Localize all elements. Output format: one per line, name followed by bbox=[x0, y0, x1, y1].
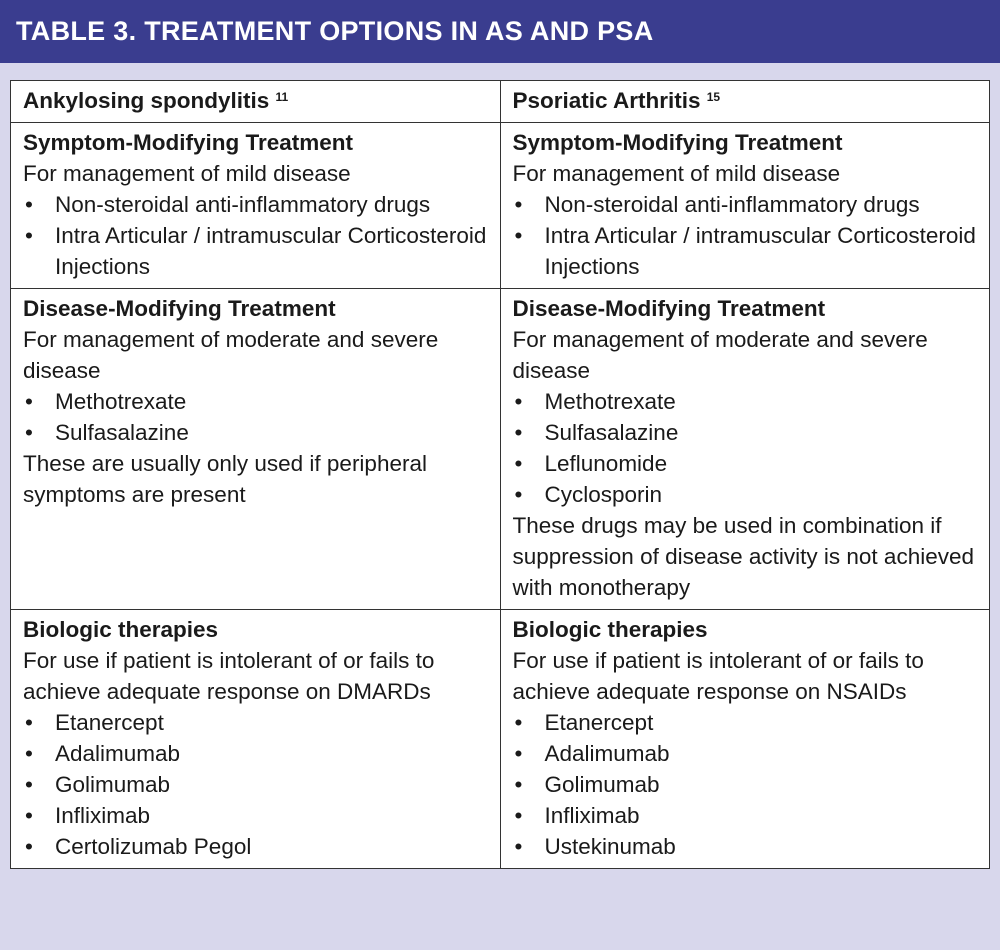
cell-intro: For management of moderate and severe disease bbox=[512, 327, 928, 383]
cell-heading: Symptom-Modifying Treatment bbox=[23, 130, 354, 155]
cell-heading: Disease-Modifying Treatment bbox=[512, 296, 826, 321]
cell-heading: Biologic therapies bbox=[23, 617, 219, 642]
list-item: • Non-steroidal anti-inflammatory drugs bbox=[23, 189, 488, 220]
drug-list bbox=[513, 386, 978, 510]
list-item: • Golimumab bbox=[23, 769, 488, 800]
cell-heading: Biologic therapies bbox=[512, 617, 708, 642]
cell-intro: For use if patient is intolerant of or fails to achieve adequate response on NSAIDs bbox=[512, 648, 924, 704]
cell-note: These are usually only used if peripheral symptoms are present bbox=[23, 451, 427, 507]
list-item: • Etanercept bbox=[513, 707, 978, 738]
list-item: • Infliximab bbox=[513, 800, 978, 831]
reference-number: 15 bbox=[706, 90, 721, 104]
cell-intro: For management of mild disease bbox=[23, 161, 351, 186]
table-cell bbox=[11, 123, 501, 289]
list-item: • Sulfasalazine bbox=[513, 417, 978, 448]
cell-heading: Symptom-Modifying Treatment bbox=[512, 130, 843, 155]
drug-list bbox=[23, 189, 488, 282]
list-item: • Intra Articular / intramuscular Corticosteroid Injections bbox=[23, 220, 488, 282]
list-item: • Methotrexate bbox=[23, 386, 488, 417]
cell-intro: For use if patient is intolerant of or fails to achieve adequate response on DMARDs bbox=[23, 648, 435, 704]
list-item: • Adalimumab bbox=[513, 738, 978, 769]
column-header-as bbox=[11, 81, 501, 123]
drug-list bbox=[513, 707, 978, 862]
list-item: • Cyclosporin bbox=[513, 479, 978, 510]
list-item: • Methotrexate bbox=[513, 386, 978, 417]
reference-number: 11 bbox=[275, 90, 289, 104]
column-label: Ankylosing spondylitis bbox=[23, 88, 270, 113]
drug-list bbox=[23, 707, 488, 862]
list-item: • Ustekinumab bbox=[513, 831, 978, 862]
list-item: • Etanercept bbox=[23, 707, 488, 738]
list-item: • Non-steroidal anti-inflammatory drugs bbox=[513, 189, 978, 220]
table-cell bbox=[500, 289, 990, 610]
column-label: Psoriatic Arthritis bbox=[512, 88, 701, 113]
list-item: • Leflunomide bbox=[513, 448, 978, 479]
cell-heading: Disease-Modifying Treatment bbox=[23, 296, 336, 321]
table-header-row bbox=[11, 81, 990, 123]
table-cell bbox=[11, 289, 501, 610]
list-item: • Intra Articular / intramuscular Corticosteroid Injections bbox=[513, 220, 978, 282]
list-item: • Infliximab bbox=[23, 800, 488, 831]
table-cell bbox=[500, 610, 990, 869]
table-row bbox=[11, 123, 990, 289]
cell-note: These drugs may be used in combination if suppression of disease activity is not achieved with monotherapy bbox=[512, 513, 975, 600]
cell-intro: For management of mild disease bbox=[512, 161, 841, 186]
drug-list bbox=[23, 386, 488, 448]
table-row bbox=[11, 610, 990, 869]
list-item: • Golimumab bbox=[513, 769, 978, 800]
cell-intro: For management of moderate and severe disease bbox=[23, 327, 439, 383]
table-cell bbox=[11, 610, 501, 869]
list-item: • Certolizumab Pegol bbox=[23, 831, 488, 862]
table-row bbox=[11, 289, 990, 610]
treatment-table bbox=[10, 80, 990, 869]
table-title: TABLE 3. TREATMENT OPTIONS IN AS AND PSA bbox=[0, 0, 1000, 63]
column-header-psa bbox=[500, 81, 990, 123]
list-item: • Adalimumab bbox=[23, 738, 488, 769]
drug-list bbox=[513, 189, 978, 282]
list-item: • Sulfasalazine bbox=[23, 417, 488, 448]
table-cell bbox=[500, 123, 990, 289]
